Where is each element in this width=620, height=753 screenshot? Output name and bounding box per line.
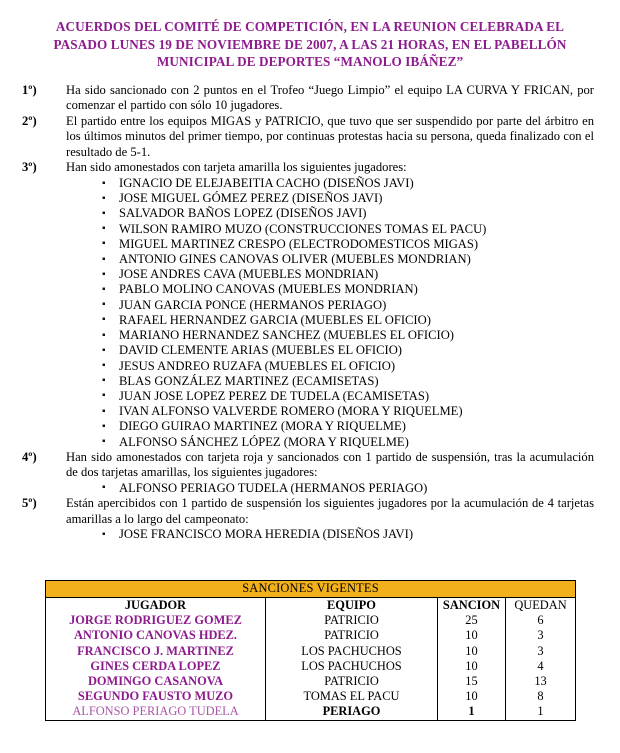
warned-players-list [20, 527, 600, 542]
table-band-title: SANCIONES VIGENTES [46, 581, 576, 598]
list-item: ▪ IGNACIO DE ELEJABEITIA CACHO (DISEÑOS JAVI) [102, 176, 600, 191]
cell-player: SEGUNDO FAUSTO MUZO [46, 689, 266, 704]
cell-quedan: 3 [506, 628, 576, 643]
clause-4-text: Han sido amonestados con tarjeta roja y sancionados con 1 partido de suspensión, tras la acumulación de dos tarjetas amarillas, los siguientes jugadores: [66, 449, 594, 480]
cell-team: PATRICIO [266, 674, 438, 689]
clause-1-text: Ha sido sancionado con 2 puntos en el Trofeo “Juego Limpio” el equipo LA CURVA Y FRICAN, por comenzar el partido con sólo 10 jugadores. [66, 82, 594, 113]
list-item: ▪ ANTONIO GINES CANOVAS OLIVER (MUEBLES MONDRIAN) [102, 252, 600, 267]
table-row [46, 613, 576, 628]
cell-sancion: 10 [438, 628, 506, 643]
cell-sancion: 10 [438, 659, 506, 674]
list-item: ▪ SALVADOR BAÑOS LOPEZ (DISEÑOS JAVI) [102, 206, 600, 221]
list-item: ▪ JOSE ANDRES CAVA (MUEBLES MONDRIAN) [102, 267, 600, 282]
list-item: ▪ JOSE FRANCISCO MORA HEREDIA (DISEÑOS JAVI) [102, 527, 600, 542]
cell-sancion: 25 [438, 613, 506, 628]
cell-sancion: 15 [438, 674, 506, 689]
clause-2 [20, 114, 600, 161]
title-line-2: PASADO LUNES 19 DE NOVIEMBRE DE 2007, A LAS 21 HORAS, EN EL PABELLÓN [53, 36, 567, 52]
clause-3-text: Han sido amonestados con tarjeta amarilla los siguientes jugadores: [66, 160, 407, 175]
list-item: ▪ BLAS GONZÁLEZ MARTINEZ (ECAMISETAS) [102, 374, 600, 389]
list-item: ▪ JUAN GARCIA PONCE (HERMANOS PERIAGO) [102, 298, 600, 313]
column-header-quedan: QUEDAN [506, 598, 576, 614]
cell-quedan: 6 [506, 613, 576, 628]
list-item: ▪ MARIANO HERNANDEZ SANCHEZ (MUEBLES EL OFICIO) [102, 328, 600, 343]
page-title [0, 0, 620, 71]
cell-team: PERIAGO [266, 704, 438, 720]
cell-team: PATRICIO [266, 628, 438, 643]
cell-quedan: 8 [506, 689, 576, 704]
cell-player: FRANCISCO J. MARTINEZ [46, 644, 266, 659]
clause-3-number: 3º) [22, 160, 37, 175]
red-card-list [20, 481, 600, 496]
table-row [46, 644, 576, 659]
table-row [46, 674, 576, 689]
cell-team: PATRICIO [266, 613, 438, 628]
title-line-1: ACUERDOS DEL COMITÉ DE COMPETICIÓN, EN LA REUNION CELEBRADA EL [55, 19, 565, 34]
list-item: ▪ PABLO MOLINO CANOVAS (MUEBLES MONDRIAN) [102, 282, 600, 297]
sanctions-table [45, 580, 576, 721]
cell-quedan: 4 [506, 659, 576, 674]
table-row [46, 704, 576, 720]
column-header-jugador: JUGADOR [46, 598, 266, 614]
column-header-equipo: EQUIPO [266, 598, 438, 614]
table-band-row [46, 581, 576, 598]
cell-player: ALFONSO PERIAGO TUDELA [46, 704, 266, 720]
list-item: ▪ JESUS ANDREO RUZAFA (MUEBLES EL OFICIO) [102, 359, 600, 374]
list-item: ▪ ALFONSO SÁNCHEZ LÓPEZ (MORA Y RIQUELME) [102, 435, 600, 450]
cell-sancion: 10 [438, 689, 506, 704]
clause-1-number: 1º) [22, 82, 37, 97]
clause-2-number: 2º) [22, 113, 37, 128]
cell-quedan: 13 [506, 674, 576, 689]
list-item: ▪ JUAN JOSE LOPEZ PEREZ DE TUDELA (ECAMISETAS) [102, 389, 600, 404]
cell-team: TOMAS EL PACU [266, 689, 438, 704]
table-row [46, 689, 576, 704]
cell-sancion: 1 [438, 704, 506, 720]
cell-player: ANTONIO CANOVAS HDEZ. [46, 628, 266, 643]
cell-player: GINES CERDA LOPEZ [46, 659, 266, 674]
list-item: ▪ ALFONSO PERIAGO TUDELA (HERMANOS PERIAGO) [102, 481, 600, 496]
cell-team: LOS PACHUCHOS [266, 659, 438, 674]
list-item: ▪ WILSON RAMIRO MUZO (CONSTRUCCIONES TOMAS EL PACU) [102, 222, 600, 237]
list-item: ▪ RAFAEL HERNANDEZ GARCIA (MUEBLES EL OFICIO) [102, 313, 600, 328]
sanctions-table-container [45, 580, 575, 721]
clause-5-text: Están apercibidos con 1 partido de suspensión los siguientes jugadores por la acumulación de 4 tarjetas amarillas a lo largo del campeonato: [66, 496, 594, 526]
cell-quedan: 1 [506, 704, 576, 720]
clause-2-text: El partido entre los equipos MIGAS y PATRICIO, que tuvo que ser suspendido por parte del árbitro en los últimos minutos del primer tiempo, por continuas protestas hacia su persona, queda finalizado con el resultado de 5-1. [66, 113, 594, 159]
cell-player: JORGE RODRIGUEZ GOMEZ [46, 613, 266, 628]
cell-sancion: 10 [438, 644, 506, 659]
title-line-3: MUNICIPAL DE DEPORTES “MANOLO IBÁÑEZ” [156, 54, 464, 69]
clauses-section [0, 71, 620, 543]
clause-4-number: 4º) [22, 449, 37, 464]
list-item: ▪ IVAN ALFONSO VALVERDE ROMERO (MORA Y RIQUELME) [102, 404, 600, 419]
yellow-card-list [20, 176, 600, 450]
clause-4 [20, 450, 600, 481]
list-item: ▪ DAVID CLEMENTE ARIAS (MUEBLES EL OFICIO) [102, 343, 600, 358]
cell-player: DOMINGO CASANOVA [46, 674, 266, 689]
table-row [46, 659, 576, 674]
list-item: ▪ MIGUEL MARTINEZ CRESPO (ELECTRODOMESTICOS MIGAS) [102, 237, 600, 252]
cell-quedan: 3 [506, 644, 576, 659]
table-row [46, 628, 576, 643]
clause-3 [20, 160, 600, 176]
clause-5 [20, 496, 600, 527]
clause-5-number: 5º) [22, 496, 37, 511]
table-header-row [46, 598, 576, 614]
column-header-sancion: SANCION [438, 598, 506, 614]
clause-1 [20, 83, 600, 114]
list-item: ▪ DIEGO GUIRAO MARTINEZ (MORA Y RIQUELME) [102, 419, 600, 434]
list-item: ▪ JOSE MIGUEL GÓMEZ PEREZ (DISEÑOS JAVI) [102, 191, 600, 206]
cell-team: LOS PACHUCHOS [266, 644, 438, 659]
